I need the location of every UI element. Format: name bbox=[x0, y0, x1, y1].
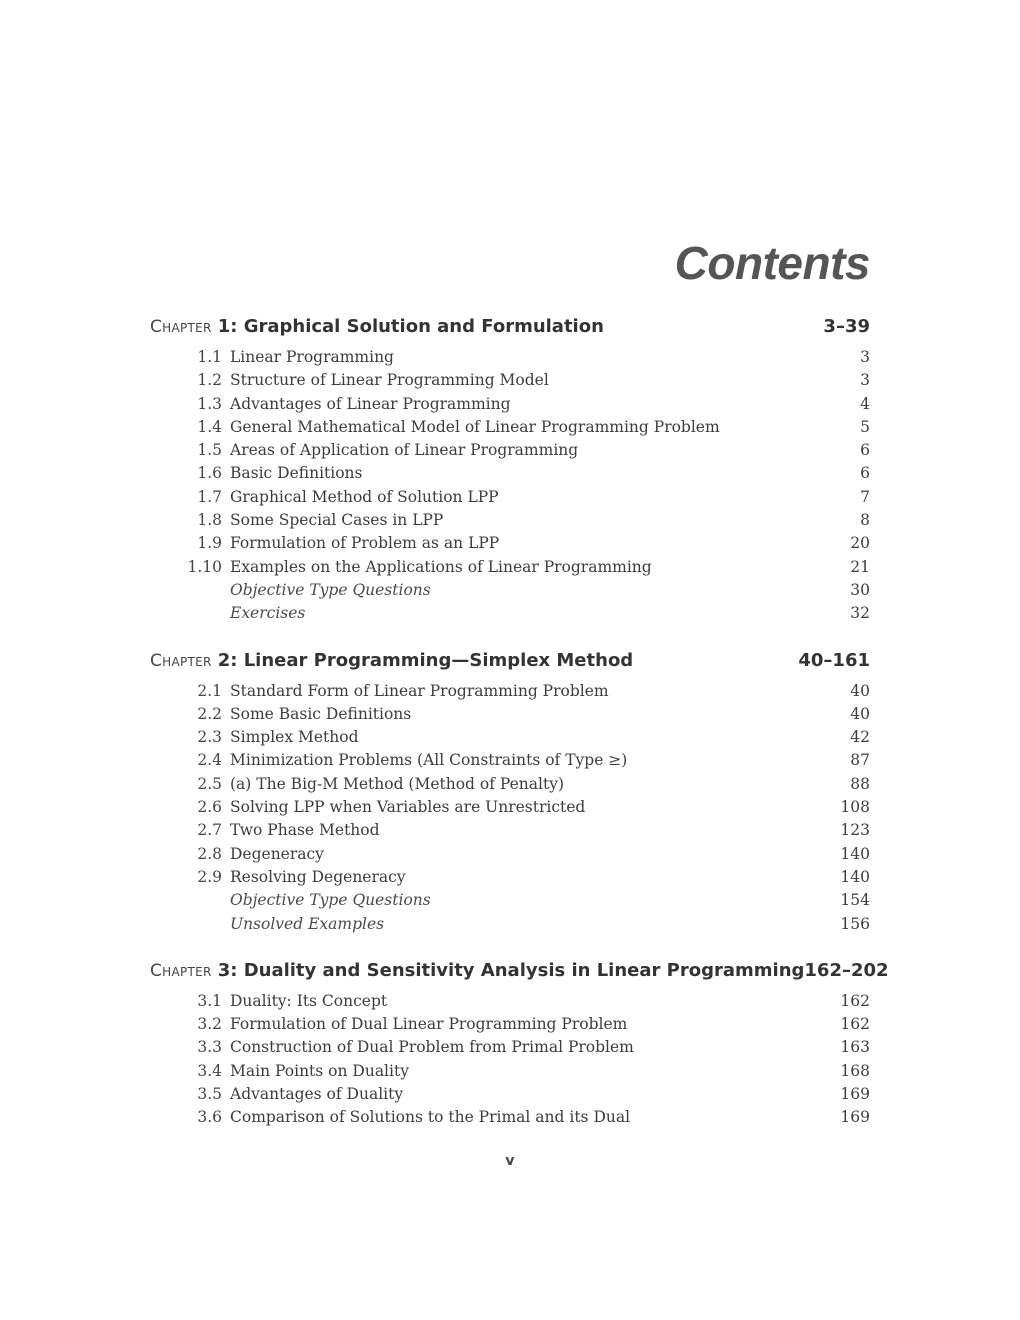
section-page: 7 bbox=[860, 487, 870, 506]
chapter-label: Chapter bbox=[150, 317, 212, 337]
section-number: 3.6 bbox=[197, 1108, 222, 1127]
chapter-page-range: 40–161 bbox=[798, 649, 870, 671]
section-number: 1.2 bbox=[197, 371, 222, 390]
section-title: Comparison of Solutions to the Primal and its Dual bbox=[230, 1108, 631, 1127]
section-page: 40 bbox=[850, 681, 870, 700]
section-number: 1.6 bbox=[197, 464, 222, 483]
toc-entry[interactable] bbox=[150, 371, 870, 394]
section-page: 140 bbox=[840, 844, 870, 863]
toc-entry[interactable] bbox=[150, 1108, 870, 1131]
section-number: 3.3 bbox=[197, 1038, 222, 1057]
toc-entry[interactable] bbox=[150, 992, 870, 1015]
toc-entry[interactable] bbox=[150, 1062, 870, 1085]
section-title: Main Points on Duality bbox=[230, 1061, 409, 1080]
chapter-title: 1: Graphical Solution and Formulation bbox=[217, 316, 604, 337]
section-title: Degeneracy bbox=[230, 844, 324, 863]
toc-entry[interactable] bbox=[150, 821, 870, 844]
chapter-heading[interactable] bbox=[150, 650, 870, 678]
toc-entry[interactable] bbox=[150, 581, 870, 604]
section-page: 163 bbox=[840, 1038, 870, 1057]
toc-entry[interactable] bbox=[150, 604, 870, 627]
section-number: 3.4 bbox=[197, 1061, 222, 1080]
section-title: Two Phase Method bbox=[230, 821, 380, 840]
section-title: Duality: Its Concept bbox=[230, 991, 388, 1010]
section-page: 123 bbox=[840, 821, 870, 840]
section-title: Minimization Problems (All Constraints of Type ≥) bbox=[230, 751, 628, 770]
section-title: Objective Type Questions bbox=[230, 891, 431, 910]
toc-entry[interactable] bbox=[150, 534, 870, 557]
chapter-page-range: 162–202 bbox=[804, 959, 889, 981]
chapter-1 bbox=[150, 316, 870, 628]
section-title: Standard Form of Linear Programming Problem bbox=[230, 681, 609, 700]
section-page: 6 bbox=[860, 464, 870, 483]
section-page: 30 bbox=[850, 580, 870, 599]
section-title: Exercises bbox=[230, 604, 306, 623]
chapter-label: Chapter bbox=[150, 960, 212, 981]
section-page: 168 bbox=[840, 1061, 870, 1080]
section-number: 2.3 bbox=[197, 728, 222, 747]
toc-entry[interactable] bbox=[150, 1015, 870, 1038]
section-page: 162 bbox=[840, 991, 870, 1010]
toc-entry[interactable] bbox=[150, 728, 870, 751]
page-number: v bbox=[505, 1153, 515, 1169]
section-title: Linear Programming bbox=[230, 348, 394, 366]
section-title: (a) The Big-M Method (Method of Penalty) bbox=[230, 774, 565, 793]
section-page: 162 bbox=[840, 1015, 870, 1034]
section-number: 3.2 bbox=[197, 1015, 222, 1034]
chapter-title: 3: Duality and Sensitivity Analysis in Linear Programming bbox=[217, 959, 805, 981]
chapter-title: 2: Linear Programming—Simplex Method bbox=[217, 649, 634, 671]
toc-entry[interactable] bbox=[150, 348, 870, 371]
section-title: Areas of Application of Linear Programming bbox=[230, 441, 579, 460]
section-page: 42 bbox=[850, 728, 870, 747]
toc-entry[interactable] bbox=[150, 798, 870, 821]
chapter-heading-left bbox=[150, 960, 804, 981]
section-page: 6 bbox=[860, 441, 870, 460]
toc-entry[interactable] bbox=[150, 441, 870, 464]
section-number: 2.2 bbox=[197, 704, 222, 723]
section-title: General Mathematical Model of Linear Programming Problem bbox=[230, 417, 720, 436]
section-page: 3 bbox=[860, 348, 870, 366]
chapter-heading[interactable] bbox=[150, 959, 889, 988]
toc-entry[interactable] bbox=[150, 1085, 870, 1108]
toc-entry[interactable] bbox=[150, 891, 870, 914]
chapter-heading[interactable] bbox=[150, 316, 870, 344]
section-title: Structure of Linear Programming Model bbox=[230, 371, 549, 390]
chapter-heading-left bbox=[150, 316, 604, 337]
section-number: 1.7 bbox=[197, 487, 222, 506]
section-page: 5 bbox=[860, 417, 870, 436]
section-title: Advantages of Linear Programming bbox=[230, 394, 511, 413]
section-title: Formulation of Problem as an LPP bbox=[230, 534, 500, 553]
section-number: 1.8 bbox=[197, 511, 222, 530]
section-page: 40 bbox=[850, 704, 870, 723]
section-title: Formulation of Dual Linear Programming Problem bbox=[230, 1015, 628, 1034]
section-title: Resolving Degeneracy bbox=[230, 867, 406, 886]
toc-entry[interactable] bbox=[150, 418, 870, 441]
section-number: 2.7 bbox=[197, 821, 222, 840]
toc-entry[interactable] bbox=[150, 682, 870, 705]
chapter-2 bbox=[150, 650, 870, 938]
section-page: 21 bbox=[850, 557, 870, 576]
section-number: 1.1 bbox=[197, 348, 222, 366]
toc-entry[interactable] bbox=[150, 511, 870, 534]
section-number: 1.5 bbox=[197, 441, 222, 460]
section-number: 1.10 bbox=[187, 557, 222, 576]
table-of-contents bbox=[150, 316, 889, 1154]
section-title: Solving LPP when Variables are Unrestricted bbox=[230, 798, 586, 817]
toc-entry[interactable] bbox=[150, 1038, 870, 1061]
chapter-3 bbox=[150, 959, 889, 1132]
toc-entry[interactable] bbox=[150, 868, 870, 891]
chapter-page-range: 3–39 bbox=[823, 316, 870, 337]
section-page: 87 bbox=[850, 751, 870, 770]
section-page: 108 bbox=[840, 798, 870, 817]
section-title: Simplex Method bbox=[230, 728, 359, 747]
section-page: 140 bbox=[840, 867, 870, 886]
section-title: Construction of Dual Problem from Primal Problem bbox=[230, 1038, 634, 1057]
section-number: 1.4 bbox=[197, 417, 222, 436]
section-number: 2.6 bbox=[197, 798, 222, 817]
toc-entry[interactable] bbox=[150, 915, 870, 938]
toc-entry[interactable] bbox=[150, 558, 870, 581]
section-title: Unsolved Examples bbox=[230, 914, 385, 933]
toc-entry[interactable] bbox=[150, 395, 870, 418]
section-page: 20 bbox=[850, 534, 870, 553]
section-number: 2.1 bbox=[197, 681, 222, 700]
toc-entry[interactable] bbox=[150, 751, 870, 774]
section-page: 169 bbox=[840, 1108, 870, 1127]
section-title: Some Basic Definitions bbox=[230, 704, 412, 723]
toc-entry[interactable] bbox=[150, 775, 870, 798]
section-title: Examples on the Applications of Linear Programming bbox=[230, 557, 652, 576]
section-number: 1.9 bbox=[197, 534, 222, 553]
section-page: 8 bbox=[860, 511, 870, 530]
toc-entry[interactable] bbox=[150, 464, 870, 487]
section-number: 3.1 bbox=[197, 991, 222, 1010]
page-title: Contents bbox=[674, 237, 870, 289]
toc-entry[interactable] bbox=[150, 488, 870, 511]
section-title: Graphical Method of Solution LPP bbox=[230, 487, 499, 506]
section-title: Basic Definitions bbox=[230, 464, 363, 483]
section-title: Advantages of Duality bbox=[230, 1085, 404, 1104]
section-page: 154 bbox=[840, 891, 870, 910]
section-number: 2.5 bbox=[197, 774, 222, 793]
section-number: 3.5 bbox=[197, 1085, 222, 1104]
section-number: 1.3 bbox=[197, 394, 222, 413]
chapter-heading-left bbox=[150, 650, 633, 671]
section-page: 169 bbox=[840, 1085, 870, 1104]
section-title: Some Special Cases in LPP bbox=[230, 511, 444, 530]
section-title: Objective Type Questions bbox=[230, 580, 431, 599]
section-page: 3 bbox=[860, 371, 870, 390]
section-number: 2.9 bbox=[197, 867, 222, 886]
section-number: 2.4 bbox=[197, 751, 222, 770]
section-page: 156 bbox=[840, 914, 870, 933]
toc-entry[interactable] bbox=[150, 705, 870, 728]
chapter-label: Chapter bbox=[150, 650, 212, 671]
toc-entry[interactable] bbox=[150, 845, 870, 868]
section-page: 88 bbox=[850, 774, 870, 793]
section-page: 32 bbox=[850, 604, 870, 623]
section-number: 2.8 bbox=[197, 844, 222, 863]
section-page: 4 bbox=[860, 394, 870, 413]
